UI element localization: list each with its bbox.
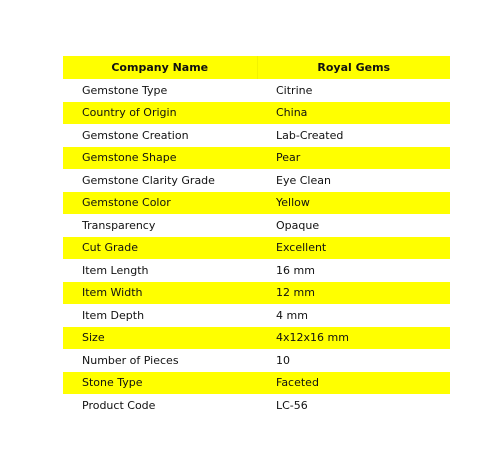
row-value: Pear: [257, 147, 450, 170]
table-row: [63, 282, 450, 305]
row-value: 4 mm: [276, 308, 308, 322]
row-key: Item Length: [82, 263, 149, 277]
table-header: [63, 56, 450, 79]
table-row: [63, 169, 450, 192]
table-body: [63, 79, 450, 417]
table-row: [63, 79, 450, 102]
header-company-name: Company Name: [63, 56, 257, 79]
row-key: Gemstone Creation: [82, 128, 189, 142]
row-key: Product Code: [82, 398, 156, 412]
row-key: Number of Pieces: [82, 353, 179, 367]
row-value: Eye Clean: [276, 173, 331, 187]
row-value: Opaque: [276, 218, 320, 232]
row-value: 12 mm: [257, 282, 450, 305]
table-row: [63, 102, 450, 125]
table-row: [63, 192, 450, 215]
row-value: LC-56: [276, 398, 308, 412]
table-row: [63, 304, 450, 327]
row-value: 16 mm: [276, 263, 315, 277]
row-key: Gemstone Shape: [63, 147, 257, 170]
row-key: Gemstone Type: [82, 83, 168, 97]
table-row: [63, 124, 450, 147]
header-row: [63, 56, 450, 79]
row-value: Excellent: [257, 237, 450, 260]
table-row: [63, 237, 450, 260]
row-key: Item Depth: [82, 308, 145, 322]
table-row: [63, 214, 450, 237]
row-key: Country of Origin: [63, 102, 257, 125]
row-key: Stone Type: [63, 372, 257, 395]
row-key: Size: [63, 327, 257, 350]
row-value: Yellow: [257, 192, 450, 215]
table-row: [63, 259, 450, 282]
row-value: Citrine: [276, 83, 313, 97]
row-key: Item Width: [63, 282, 257, 305]
row-value: Faceted: [257, 372, 450, 395]
row-value: Lab-Created: [276, 128, 344, 142]
table-row: [63, 372, 450, 395]
header-company-value: Royal Gems: [257, 56, 450, 79]
row-key: Transparency: [82, 218, 156, 232]
row-key: Gemstone Color: [63, 192, 257, 215]
row-key: Cut Grade: [63, 237, 257, 260]
row-value: China: [257, 102, 450, 125]
table-row: [63, 394, 450, 417]
row-value: 10: [276, 353, 290, 367]
row-value: 4x12x16 mm: [257, 327, 450, 350]
table-row: [63, 327, 450, 350]
spec-table: [63, 56, 450, 417]
table-row: [63, 349, 450, 372]
row-key: Gemstone Clarity Grade: [82, 173, 215, 187]
table-row: [63, 147, 450, 170]
